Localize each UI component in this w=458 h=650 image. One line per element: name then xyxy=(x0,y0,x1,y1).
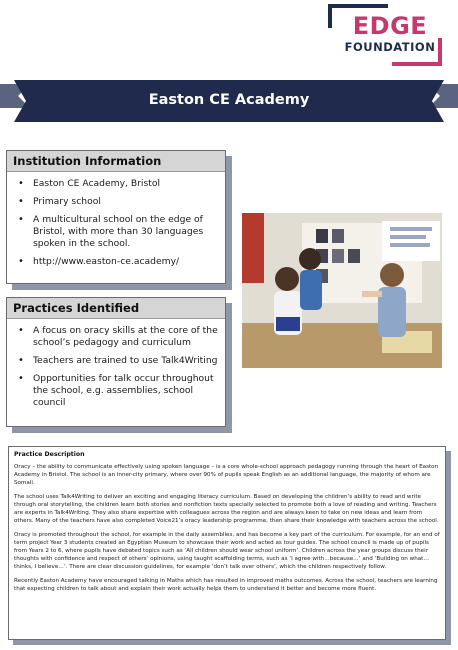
practice-description-heading: Practice Description xyxy=(14,451,85,458)
description-paragraph: Recently Easton Academy have encouraged talking in Maths which has resulted in improved maths outcomes. Across the school, teachers are learning that expecting children to talk about and explain their work actually helps them to understand it better and become more fluent. xyxy=(14,578,438,592)
logo-foundation-text: FOUNDATION xyxy=(344,40,436,54)
page-title: Easton CE Academy xyxy=(148,92,310,108)
institution-info-list xyxy=(7,178,225,268)
classroom-photo xyxy=(242,213,442,368)
practice-item: • Teachers are trained to use Talk4Writing xyxy=(33,355,219,367)
practices-identified-heading: Practices Identified xyxy=(7,298,225,319)
description-paragraph: Oracy – the ability to communicate effectively using spoken language – is a core whole-school approach pedagogy running through the heart of Easton Academy in Bristol. The school is an inner-city primary, where over 90% of pupils speak English as an additional language, the majority of whom are Somali. xyxy=(14,464,439,486)
description-paragraph: The school uses Talk4Writing to deliver an exciting and engaging literacy curriculum. Based on developing the children’s ability to read and write through oral storytelling, the children learn both stories and nonfiction texts specially selected to promote both a love of reading and writing. Teachers are experts in Talk4Writing. They also share expertise with colleagues across the region and are always keen to take on new ideas and learn from others. Many of the teachers have also completed Voice21’s oracy leadership programme, then share their knowledge with teachers across the school. xyxy=(14,494,439,524)
edge-foundation-logo xyxy=(328,4,442,66)
practice-description-box xyxy=(8,446,446,640)
logo-edge-text: EDGE xyxy=(352,12,428,40)
institution-info-item: • A multicultural school on the edge of Bristol, with more than 30 languages spoken in the school. xyxy=(33,214,219,250)
practices-identified-list xyxy=(7,325,225,409)
institution-info-box xyxy=(6,150,226,284)
practices-identified-box xyxy=(6,297,226,427)
institution-info-item: • Primary school xyxy=(33,196,219,208)
description-paragraph: Oracy is promoted throughout the school, for example in the daily assemblies, and has become a key part of the curriculum. For example, for an end of term project Year 3 students created an Egyptian Museum to showcase their work and acted as tour guides. The school council is made up of pupils from Years 2 to 6, where pupils have debated topics such as ‘All children should wear school uniform’. Children across the year groups discuss their thoughts with confidence and respect of others’ opinions, using taught scaffolding terms, such as ‘I agree with…because…’ and ‘Building on what…thinks, I believe…’. There are clear discussion guidelines, for example ‘don’t talk over others’, which the children respectively follow. xyxy=(14,532,440,570)
institution-info-heading: Institution Information xyxy=(7,151,225,172)
classroom-photo-illustration xyxy=(242,213,442,368)
practice-item: • A focus on oracy skills at the core of the school’s pedagogy and curriculum xyxy=(33,325,219,349)
institution-info-item: • Easton CE Academy, Bristol xyxy=(33,178,219,190)
institution-website-link[interactable]: • http://www.easton-ce.academy/ xyxy=(33,256,219,268)
practice-item: • Opportunities for talk occur throughout the school, e.g. assemblies, school council xyxy=(33,373,219,409)
